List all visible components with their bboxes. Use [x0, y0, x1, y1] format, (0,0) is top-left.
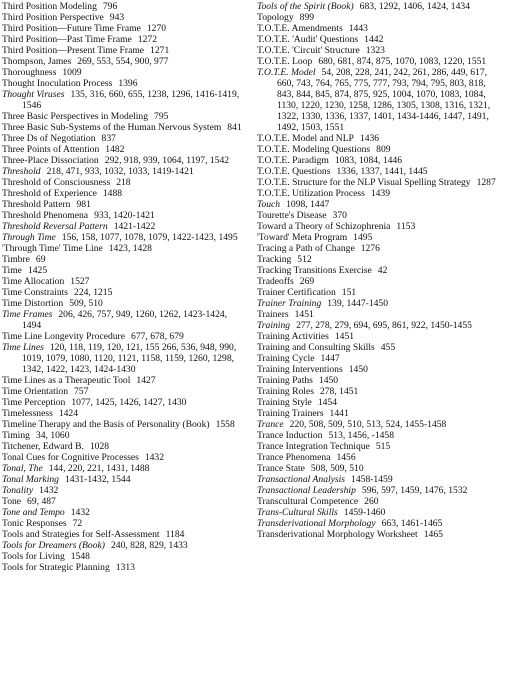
index-pages: 1548: [70, 551, 90, 562]
index-pages: 1432: [144, 452, 165, 463]
index-pages: 1495: [353, 232, 373, 243]
index-pages: 1450: [348, 364, 368, 375]
index-entry: [2, 441, 242, 452]
index-term: Tonal Marking: [2, 474, 59, 485]
index-term: Tone: [2, 496, 22, 507]
index-pages: 1287: [476, 177, 496, 188]
index-pages: 151: [341, 287, 357, 298]
index-pages: 1009: [62, 67, 82, 78]
index-term: Trainer Training: [257, 298, 322, 309]
index-pages: 1427: [136, 375, 156, 386]
index-entry: [2, 221, 242, 232]
index-entry: [2, 397, 242, 408]
index-pages: 277, 278, 279, 694, 695, 861, 922, 1450-1455: [296, 320, 472, 331]
index-term: Tools and Strategies for Self-Assessment: [2, 529, 160, 540]
index-term: Trance Integration Technique: [257, 441, 370, 452]
index-entry: [2, 188, 242, 199]
index-entry: [257, 507, 504, 518]
index-term: Tracing a Path of Change: [257, 243, 355, 254]
index-entry: [2, 298, 242, 309]
index-pages: 206, 426, 757, 949, 1260, 1262, 1423-1424, 1494: [22, 309, 228, 331]
index-pages: 1184: [165, 529, 185, 540]
index-pages: 1432: [70, 507, 90, 518]
index-pages: 509, 510: [69, 298, 103, 309]
index-pages: 1431-1432, 1544: [64, 474, 131, 485]
index-pages: 683, 1292, 1406, 1424, 1434: [359, 1, 470, 12]
index-term: Third Position—Past Time Frame: [2, 34, 132, 45]
index-pages: 120, 118, 119, 120, 121, 155 266, 536, 948, 990, 1019, 1079, 1080, 1120, 1121, 1158, 1159, 1260, 1298, 1342, 1422, 1423, 1424-1430: [22, 342, 237, 375]
index-pages: 1465: [423, 529, 443, 540]
index-pages: 1454: [317, 397, 338, 408]
index-term: Three Basic Perspectives in Modeling: [2, 111, 149, 122]
index-pages: 218, 471, 933, 1032, 1033, 1419-1421: [46, 166, 194, 177]
index-entry: [2, 122, 242, 133]
index-entry: [257, 386, 504, 397]
index-term: Tools for Living: [2, 551, 65, 562]
index-entry: [2, 386, 242, 397]
index-term: Three Points of Attention: [2, 144, 100, 155]
index-term: Thompson, James: [2, 56, 72, 67]
index-entry: [257, 23, 504, 34]
index-pages: 1153: [396, 221, 416, 232]
index-term: Transactional Leadership: [257, 485, 356, 496]
index-term: Transderivational Morphology: [257, 518, 376, 529]
index-term: Three Basic Sub-Systems of the Human Nervous System: [2, 122, 222, 133]
index-term: Training: [257, 320, 291, 331]
index-term: Trainers: [257, 309, 289, 320]
index-entry: [257, 342, 504, 353]
index-term: Trainer Certification: [257, 287, 336, 298]
index-entry: [257, 331, 504, 342]
index-pages: 1488: [102, 188, 123, 199]
index-pages: 1323: [365, 45, 385, 56]
index-entry: [2, 496, 242, 507]
index-entry: [2, 12, 242, 23]
index-term: T.O.T.E. Questions: [257, 166, 331, 177]
index-pages: 513, 1456, -1458: [328, 430, 395, 441]
index-pages: 1459-1460: [343, 507, 386, 518]
index-entry: [257, 353, 504, 364]
index-entry: [257, 45, 504, 56]
index-pages: 1527: [70, 276, 90, 287]
index-entry: [257, 232, 504, 243]
index-entry: [2, 551, 242, 562]
index-pages: 1442: [364, 34, 384, 45]
index-term: T.O.T.E. 'Audit' Questions: [257, 34, 359, 45]
index-term: Time Allocation: [2, 276, 65, 287]
index-term: Topology: [257, 12, 294, 23]
index-entry: [2, 89, 242, 111]
index-pages: 1270: [146, 23, 167, 34]
index-entry: [2, 529, 242, 540]
index-entry: [2, 254, 242, 265]
index-term: Thoroughness: [2, 67, 57, 78]
index-entry: [2, 111, 242, 122]
index-pages: 677, 678, 679: [131, 331, 184, 342]
index-pages: 1083, 1084, 1446: [334, 155, 403, 166]
index-entry: [2, 144, 242, 155]
index-entry: [2, 199, 242, 210]
index-entry: [257, 529, 504, 540]
index-entry: [2, 232, 242, 243]
index-entry: [257, 188, 504, 199]
index-entry: [2, 155, 242, 166]
index-term: Tourette's Disease: [257, 210, 327, 221]
index-term: T.O.T.E. Paradigm: [257, 155, 329, 166]
index-term: 'Toward' Meta Program: [257, 232, 348, 243]
index-entry: [2, 210, 242, 221]
index-pages: 224, 1215: [74, 287, 113, 298]
index-term: T.O.T.E. Loop: [257, 56, 313, 67]
index-entry: [257, 463, 504, 474]
index-entry: [2, 309, 242, 331]
index-entry: [257, 430, 504, 441]
index-entry: [2, 265, 242, 276]
index-entry: [2, 518, 242, 529]
index-term: Time Orientation: [2, 386, 68, 397]
index-term: Transcultural Competence: [257, 496, 359, 507]
index-term: 'Through Time' Time Line: [2, 243, 103, 254]
index-pages: 1098, 1447: [286, 199, 330, 210]
index-term: Training Roles: [257, 386, 314, 397]
index-term: Third Position—Future Time Frame: [2, 23, 141, 34]
index-entry: [2, 507, 242, 518]
index-term: Tracking: [257, 254, 292, 265]
index-pages: 218: [116, 177, 131, 188]
index-pages: 1272: [137, 34, 157, 45]
index-pages: 69, 487: [27, 496, 56, 507]
index-term: Trance State: [257, 463, 305, 474]
index-entry: [2, 452, 242, 463]
index-pages: 1450: [318, 375, 339, 386]
index-entry: [2, 562, 242, 573]
index-term: Toward a Theory of Schizophrenia: [257, 221, 391, 232]
index-entry: [2, 78, 242, 89]
index-entry: [2, 485, 242, 496]
index-pages: 508, 509, 510: [310, 463, 364, 474]
index-term: T.O.T.E. 'Circuit' Structure: [257, 45, 360, 56]
index-term: Touch: [257, 199, 281, 210]
index-entry: [257, 419, 504, 430]
index-entry: [257, 34, 504, 45]
index-pages: 795: [154, 111, 169, 122]
index-pages: 455: [380, 342, 396, 353]
index-pages: 144, 220, 221, 1431, 1488: [48, 463, 150, 474]
index-pages: 278, 1451: [319, 386, 359, 397]
index-term: T.O.T.E. Model: [257, 67, 316, 78]
index-entry: [257, 210, 504, 221]
index-entry: [257, 496, 504, 507]
index-term: Third Position—Present Time Frame: [2, 45, 145, 56]
index-term: Time Frames: [2, 309, 53, 320]
index-pages: 1443: [348, 23, 368, 34]
index-entry: [2, 408, 242, 419]
index-entry: [257, 287, 504, 298]
index-pages: 1424: [58, 408, 79, 419]
index-entry: [2, 287, 242, 298]
index-pages: 1276: [360, 243, 380, 254]
index-term: Transderivational Morphology Worksheet: [257, 529, 418, 540]
index-term: Tonal, The: [2, 463, 43, 474]
index-term: Tonic Responses: [2, 518, 67, 529]
index-pages: 1423, 1428: [108, 243, 152, 254]
index-term: Transactional Analysis: [257, 474, 346, 485]
index-pages: 135, 316, 660, 655, 1238, 1296, 1416-1419, 1546: [22, 89, 240, 111]
index-term: Threshold of Consciousness: [2, 177, 111, 188]
index-entry: [2, 177, 242, 188]
index-pages: 42: [377, 265, 388, 276]
index-pages: 512: [297, 254, 312, 265]
index-term: Thought Inoculation Process: [2, 78, 113, 89]
index-pages: 260: [364, 496, 379, 507]
index-term: Timing: [2, 430, 30, 441]
index-term: Time Line Longevity Procedure: [2, 331, 126, 342]
index-entry: [257, 441, 504, 452]
index-term: Thought Viruses: [2, 89, 65, 100]
index-column-right: [257, 1, 504, 540]
index-term: T.O.T.E. Modeling Questions: [257, 144, 371, 155]
index-term: Threshold Pattern: [2, 199, 71, 210]
index-entry: [2, 1, 242, 12]
index-pages: 796: [102, 1, 118, 12]
index-entry: [257, 397, 504, 408]
index-pages: 1436: [359, 133, 380, 144]
index-entry: [2, 243, 242, 254]
index-pages: 757: [74, 386, 89, 397]
index-pages: 933, 1420-1421: [94, 210, 155, 221]
index-pages: 156, 158, 1077, 1078, 1079, 1422-1423, 1495: [61, 232, 238, 243]
index-pages: 69: [35, 254, 46, 265]
index-entry: [257, 276, 504, 287]
index-pages: 34, 1060: [35, 430, 70, 441]
index-entry: [257, 474, 504, 485]
index-entry: [257, 298, 504, 309]
index-term: Trance Phenomena: [257, 452, 331, 463]
index-term: Threshold: [2, 166, 41, 177]
index-entry: [257, 221, 504, 232]
index-term: Tools for Dreamers (Book): [2, 540, 105, 551]
index-term: Training Paths: [257, 375, 313, 386]
index-pages: 72: [72, 518, 83, 529]
index-entry: [2, 474, 242, 485]
index-pages: 220, 508, 509, 510, 513, 524, 1455-1458: [289, 419, 447, 430]
index-entry: [257, 265, 504, 276]
index-pages: 292, 918, 939, 1064, 1197, 1542: [104, 155, 230, 166]
index-pages: 240, 828, 829, 1433: [110, 540, 188, 551]
index-entry: [257, 408, 504, 419]
index-pages: 596, 597, 1459, 1476, 1532: [361, 485, 468, 496]
index-entry: [2, 375, 242, 386]
index-term: Training Activities: [257, 331, 329, 342]
index-pages: 269, 553, 554, 900, 977: [77, 56, 169, 67]
index-pages: 1458-1459: [351, 474, 393, 485]
index-entry: [257, 67, 504, 133]
index-entry: [257, 320, 504, 331]
index-term: Time Constraints: [2, 287, 69, 298]
index-term: Titchener, Edward B.: [2, 441, 84, 452]
index-pages: 981: [76, 199, 91, 210]
index-term: T.O.T.E. Amendments: [257, 23, 343, 34]
index-entry: [257, 485, 504, 496]
index-pages: 269: [299, 276, 315, 287]
index-entry: [2, 342, 242, 375]
index-pages: 1451: [294, 309, 314, 320]
index-pages: 1451: [334, 331, 355, 342]
index-term: T.O.T.E. Utilization Process: [257, 188, 365, 199]
index-term: Trans-Cultural Skills: [257, 507, 338, 518]
index-term: Threshold Phenomena: [2, 210, 89, 221]
index-entry: [2, 133, 242, 144]
index-pages: 1028: [89, 441, 110, 452]
index-entry: [257, 56, 504, 67]
index-term: Tonality: [2, 485, 34, 496]
index-pages: 1482: [105, 144, 125, 155]
index-pages: 1558: [215, 419, 235, 430]
index-term: Trance Induction: [257, 430, 323, 441]
index-pages: 1441: [329, 408, 349, 419]
index-entry: [257, 254, 504, 265]
index-term: Time Lines as a Therapeutic Tool: [2, 375, 131, 386]
index-entry: [2, 56, 242, 67]
index-term: Time Distortion: [2, 298, 64, 309]
index-term: Time: [2, 265, 22, 276]
index-term: T.O.T.E. Structure for the NLP Visual Spelling Strategy: [257, 177, 471, 188]
index-term: Timbre: [2, 254, 30, 265]
index-pages: 370: [332, 210, 347, 221]
index-term: T.O.T.E. Model and NLP: [257, 133, 354, 144]
index-term: Training Cycle: [257, 353, 315, 364]
index-pages: 1077, 1425, 1426, 1427, 1430: [71, 397, 187, 408]
index-column-left: [2, 1, 242, 573]
index-entry: [257, 199, 504, 210]
index-entry: [257, 243, 504, 254]
index-entry: [257, 452, 504, 463]
index-entry: [257, 12, 504, 23]
index-pages: 680, 681, 874, 875, 1070, 1083, 1220, 1551: [318, 56, 487, 67]
index-term: Third Position Modeling: [2, 1, 97, 12]
index-entry: [257, 166, 504, 177]
index-pages: 515: [375, 441, 391, 452]
index-term: Three Ds of Negotiation: [2, 133, 96, 144]
index-term: Training Interventions: [257, 364, 343, 375]
index-entry: [257, 177, 504, 188]
index-entry: [2, 276, 242, 287]
index-pages: 809: [376, 144, 391, 155]
index-pages: 1439: [370, 188, 391, 199]
index-term: Tonal Cues for Cognitive Processes: [2, 452, 139, 463]
index-term: Three-Place Dissociation: [2, 155, 99, 166]
index-term: Timeline Therapy and the Basis of Personality (Book): [2, 419, 210, 430]
index-pages: 899: [299, 12, 315, 23]
index-entry: [257, 309, 504, 320]
index-pages: 1432: [39, 485, 59, 496]
index-entry: [2, 540, 242, 551]
index-entry: [257, 364, 504, 375]
index-pages: 663, 1461-1465: [381, 518, 443, 529]
index-entry: [2, 463, 242, 474]
index-term: Time Perception: [2, 397, 66, 408]
index-pages: 1336, 1337, 1441, 1445: [336, 166, 428, 177]
index-entry: [257, 518, 504, 529]
index-entry: [257, 375, 504, 386]
index-pages: 1447: [320, 353, 340, 364]
index-term: Through Time: [2, 232, 56, 243]
index-term: Trance: [257, 419, 284, 430]
index-pages: 1425: [27, 265, 48, 276]
index-pages: 54, 208, 228, 241, 242, 261, 286, 449, 617, 660, 743, 764, 765, 775, 777, 793, 794, 795, 803, 818, 843, 844, 845, 874, 875, 925, 1004, 1070, 1083, 1084, 1130, 1220, 1230, 1258, 1286, 1305, 1308, 1316, 1321, 1322, 1330, 1336, 1337, 1401, 1434-1446, 1447, 1491, 1492, 1503, 1551: [277, 67, 491, 133]
index-entry: [2, 331, 242, 342]
index-entry: [2, 419, 242, 430]
index-pages: 1313: [115, 562, 135, 573]
index-term: Third Position Perspective: [2, 12, 104, 23]
index-entry: [257, 155, 504, 166]
index-pages: 943: [109, 12, 125, 23]
index-pages: 1456: [336, 452, 356, 463]
index-term: Tradeoffs: [257, 276, 294, 287]
index-pages: 139, 1447-1450: [327, 298, 389, 309]
index-term: Training and Consulting Skills: [257, 342, 375, 353]
index-entry: [257, 133, 504, 144]
index-term: Timelessness: [2, 408, 53, 419]
index-pages: 837: [101, 133, 116, 144]
index-term: Threshold of Experience: [2, 188, 97, 199]
index-entry: [2, 45, 242, 56]
index-term: Tone and Tempo: [2, 507, 65, 518]
index-entry: [257, 1, 504, 12]
index-term: Time Lines: [2, 342, 44, 353]
index-entry: [2, 34, 242, 45]
index-term: Threshold Reversal Pattern: [2, 221, 108, 232]
index-entry: [257, 144, 504, 155]
index-term: Tracking Transitions Exercise: [257, 265, 372, 276]
index-term: Tools for Strategic Planning: [2, 562, 110, 573]
index-entry: [2, 23, 242, 34]
index-pages: 841: [227, 122, 242, 133]
index-entry: [2, 430, 242, 441]
index-pages: 1396: [118, 78, 138, 89]
index-entry: [2, 166, 242, 177]
index-pages: 1271: [150, 45, 170, 56]
index-entry: [2, 67, 242, 78]
index-term: Tools of the Spirit (Book): [257, 1, 354, 12]
index-term: Training Style: [257, 397, 312, 408]
index-term: Training Trainers: [257, 408, 324, 419]
index-pages: 1421-1422: [113, 221, 156, 232]
